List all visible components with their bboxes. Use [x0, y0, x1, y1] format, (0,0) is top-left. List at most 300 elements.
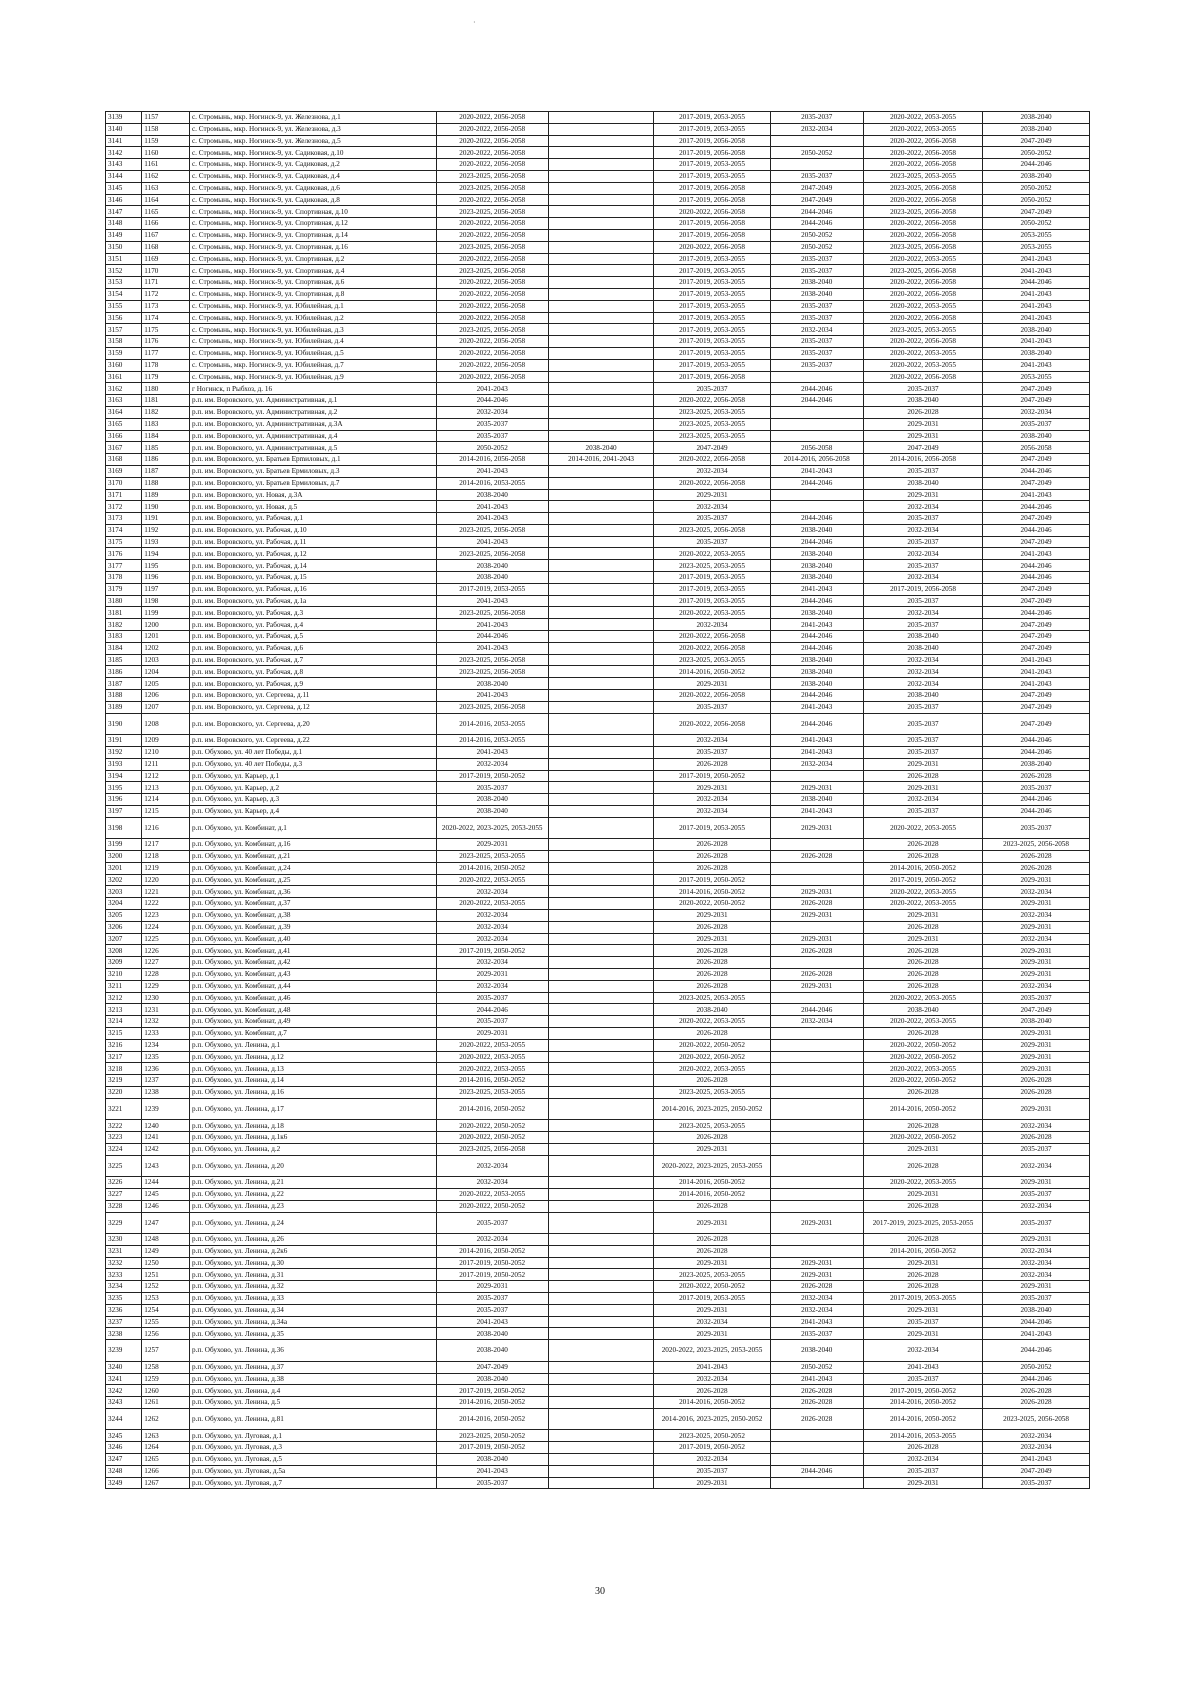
period-cell-2: [548, 170, 654, 182]
object-number: 1249: [142, 1245, 190, 1257]
period-cell-5: 2020-2022, 2053-2055: [863, 112, 982, 124]
period-cell-4: 2038-2040: [770, 654, 863, 666]
row-number: 3142: [106, 147, 142, 159]
object-number: 1256: [142, 1328, 190, 1340]
period-cell-4: [770, 1027, 863, 1039]
period-cell-6: 2050-2052: [983, 218, 1090, 230]
period-cell-2: [548, 112, 654, 124]
address-cell: р.п. Обухово, ул. Комбинат, д.16: [189, 839, 436, 851]
table-row: [106, 371, 1090, 383]
table-row: [106, 1430, 1090, 1442]
object-number: 1185: [142, 442, 190, 454]
address-cell: р.п. Обухово, ул. Ленина, д.34а: [189, 1316, 436, 1328]
period-cell-1: 2032-2034: [436, 957, 548, 969]
row-number: 3143: [106, 159, 142, 171]
period-cell-4: 2038-2040: [770, 666, 863, 678]
row-number: 3197: [106, 805, 142, 817]
table-row: [106, 253, 1090, 265]
period-cell-2: [548, 206, 654, 218]
period-cell-5: 2026-2028: [863, 1442, 982, 1454]
period-cell-5: 2026-2028: [863, 1200, 982, 1212]
period-cell-3: 2035-2037: [654, 536, 770, 548]
period-cell-3: 2017-2019, 2053-2055: [654, 253, 770, 265]
period-cell-6: 2041-2043: [983, 666, 1090, 678]
object-number: 1188: [142, 477, 190, 489]
period-cell-3: 2032-2034: [654, 465, 770, 477]
period-cell-2: [548, 1143, 654, 1155]
period-cell-1: 2035-2037: [436, 1477, 548, 1489]
period-cell-4: 2044-2046: [770, 595, 863, 607]
row-number: 3164: [106, 406, 142, 418]
period-cell-5: 2029-2031: [863, 758, 982, 770]
row-number: 3222: [106, 1120, 142, 1132]
period-cell-1: 2038-2040: [436, 678, 548, 690]
period-cell-4: 2029-2031: [770, 1212, 863, 1234]
period-cell-2: [548, 874, 654, 886]
address-cell: с. Стромынь, мкр. Ногинск-9, ул. Садиковая, д.10: [189, 147, 436, 159]
address-cell: р.п. Обухово, ул. Комбинат, д.43: [189, 968, 436, 980]
period-cell-1: 2017-2019, 2050-2052: [436, 1269, 548, 1281]
period-cell-2: [548, 383, 654, 395]
period-cell-6: 2032-2034: [983, 1245, 1090, 1257]
address-cell: р.п. Обухово, ул. Ленина, д.16: [189, 1086, 436, 1098]
period-cell-1: 2017-2019, 2050-2052: [436, 1385, 548, 1397]
period-cell-3: 2017-2019, 2050-2052: [654, 874, 770, 886]
table-row: [106, 1293, 1090, 1305]
table-row: [106, 607, 1090, 619]
object-number: 1158: [142, 123, 190, 135]
period-cell-5: 2020-2022, 2050-2052: [863, 1039, 982, 1051]
row-number: 3151: [106, 253, 142, 265]
row-number: 3229: [106, 1212, 142, 1234]
scan-speck: ·: [473, 18, 476, 27]
period-cell-2: [548, 817, 654, 839]
address-cell: р.п. им. Воровского, ул. Рабочая, д.15: [189, 572, 436, 584]
address-cell: с. Стромынь, мкр. Ногинск-9, ул. Спортивная, д.16: [189, 241, 436, 253]
period-cell-5: 2041-2043: [863, 1361, 982, 1373]
period-cell-4: 2026-2028: [770, 968, 863, 980]
period-cell-5: 2023-2025, 2053-2055: [863, 324, 982, 336]
table-row: [106, 406, 1090, 418]
period-cell-5: 2029-2031: [863, 430, 982, 442]
period-cell-1: 2023-2025, 2053-2055: [436, 1086, 548, 1098]
address-cell: р.п. Обухово, ул. Комбинат, д.41: [189, 945, 436, 957]
period-cell-2: [548, 851, 654, 863]
table-row: [106, 1361, 1090, 1373]
period-cell-1: 2014-2016, 2053-2055: [436, 477, 548, 489]
table-row: [106, 631, 1090, 643]
row-number: 3236: [106, 1304, 142, 1316]
period-cell-2: [548, 135, 654, 147]
period-cell-5: 2029-2031: [863, 1257, 982, 1269]
period-cell-1: 2020-2022, 2056-2058: [436, 147, 548, 159]
period-cell-1: 2014-2016, 2050-2052: [436, 1098, 548, 1120]
object-number: 1260: [142, 1385, 190, 1397]
period-cell-6: 2035-2037: [983, 817, 1090, 839]
address-cell: р.п. Обухово, ул. Ленина, д.5: [189, 1397, 436, 1409]
period-cell-6: 2044-2046: [983, 465, 1090, 477]
address-cell: р.п. Обухово, ул. Ленина, д.4: [189, 1385, 436, 1397]
period-cell-1: 2041-2043: [436, 383, 548, 395]
object-number: 1218: [142, 851, 190, 863]
period-cell-2: [548, 1027, 654, 1039]
table-row: [106, 619, 1090, 631]
period-cell-3: 2020-2022, 2023-2025, 2053-2055: [654, 1155, 770, 1177]
period-cell-2: [548, 1361, 654, 1373]
table-row: [106, 1132, 1090, 1144]
row-number: 3189: [106, 701, 142, 713]
period-cell-1: 2023-2025, 2056-2058: [436, 607, 548, 619]
address-cell: р.п. им. Воровского, ул. Сергеева, д.22: [189, 735, 436, 747]
row-number: 3192: [106, 746, 142, 758]
period-cell-3: 2020-2022, 2050-2052: [654, 1039, 770, 1051]
period-cell-4: 2026-2028: [770, 898, 863, 910]
period-cell-1: 2020-2022, 2050-2052: [436, 1132, 548, 1144]
table-row: [106, 513, 1090, 525]
table-row: [106, 1027, 1090, 1039]
address-cell: р.п. им. Воровского, ул. Административная, д.2: [189, 406, 436, 418]
period-cell-2: [548, 1234, 654, 1246]
period-cell-6: 2047-2049: [983, 206, 1090, 218]
period-cell-3: 2035-2037: [654, 701, 770, 713]
period-cell-4: [770, 501, 863, 513]
table-row: [106, 690, 1090, 702]
period-cell-3: 2014-2016, 2023-2025, 2050-2052: [654, 1098, 770, 1120]
table-row: [106, 770, 1090, 782]
period-cell-1: 2020-2022, 2056-2058: [436, 288, 548, 300]
period-cell-2: [548, 642, 654, 654]
address-cell: с. Стромынь, мкр. Ногинск-9, ул. Спортивная, д.8: [189, 288, 436, 300]
object-number: 1215: [142, 805, 190, 817]
table-row: [106, 746, 1090, 758]
address-cell: с. Стромынь, мкр. Ногинск-9, ул. Железнова, д.3: [189, 123, 436, 135]
period-cell-2: [548, 886, 654, 898]
period-cell-1: 2020-2022, 2053-2055: [436, 874, 548, 886]
period-cell-4: 2035-2037: [770, 347, 863, 359]
period-cell-1: 2023-2025, 2050-2052: [436, 1430, 548, 1442]
period-cell-4: [770, 1086, 863, 1098]
period-cell-5: 2026-2028: [863, 945, 982, 957]
row-number: 3184: [106, 642, 142, 654]
table-row: [106, 1075, 1090, 1087]
object-number: 1229: [142, 980, 190, 992]
period-cell-6: 2035-2037: [983, 418, 1090, 430]
period-cell-6: 2029-2031: [983, 1177, 1090, 1189]
period-cell-6: 2044-2046: [983, 277, 1090, 289]
object-number: 1231: [142, 1004, 190, 1016]
period-cell-6: 2041-2043: [983, 265, 1090, 277]
table-row: [106, 992, 1090, 1004]
row-number: 3147: [106, 206, 142, 218]
period-cell-1: 2038-2040: [436, 572, 548, 584]
period-cell-4: [770, 1039, 863, 1051]
table-row: [106, 1245, 1090, 1257]
object-number: 1203: [142, 654, 190, 666]
period-cell-4: 2044-2046: [770, 536, 863, 548]
period-cell-3: 2023-2025, 2053-2055: [654, 654, 770, 666]
address-cell: р.п. Обухово, ул. Ленина, д.12: [189, 1051, 436, 1063]
period-cell-6: 2026-2028: [983, 851, 1090, 863]
period-cell-3: 2020-2022, 2053-2055: [654, 548, 770, 560]
period-cell-2: [548, 406, 654, 418]
row-number: 3144: [106, 170, 142, 182]
period-cell-6: 2029-2031: [983, 945, 1090, 957]
period-cell-5: 2032-2034: [863, 572, 982, 584]
object-number: 1261: [142, 1397, 190, 1409]
period-cell-5: 2014-2016, 2053-2055: [863, 1430, 982, 1442]
address-cell: р.п. им. Воровского, ул. Братьев Ерmиловых, д.1: [189, 454, 436, 466]
period-cell-3: 2026-2028: [654, 758, 770, 770]
table-row: [106, 548, 1090, 560]
row-number: 3174: [106, 524, 142, 536]
period-cell-5: 2020-2022, 2056-2058: [863, 312, 982, 324]
period-cell-6: 2047-2049: [983, 454, 1090, 466]
period-cell-6: 2041-2043: [983, 312, 1090, 324]
table-row: [106, 839, 1090, 851]
address-cell: р.п. Обухово, ул. 40 лет Победы, д.1: [189, 746, 436, 758]
period-cell-2: [548, 1120, 654, 1132]
period-cell-4: [770, 957, 863, 969]
period-cell-1: 2032-2034: [436, 406, 548, 418]
period-cell-6: 2047-2049: [983, 631, 1090, 643]
table-row: [106, 112, 1090, 124]
period-cell-5: 2014-2016, 2050-2052: [863, 1408, 982, 1430]
row-number: 3182: [106, 619, 142, 631]
period-cell-5: 2035-2037: [863, 560, 982, 572]
period-cell-3: 2017-2019, 2053-2055: [654, 1293, 770, 1305]
row-number: 3195: [106, 782, 142, 794]
period-cell-3: 2014-2016, 2023-2025, 2050-2052: [654, 1408, 770, 1430]
period-cell-3: 2026-2028: [654, 968, 770, 980]
table-row: [106, 1340, 1090, 1362]
period-cell-3: 2023-2025, 2053-2055: [654, 430, 770, 442]
address-cell: р.п. Обухово, ул. Ленина, д.2: [189, 1143, 436, 1155]
period-cell-6: 2032-2034: [983, 406, 1090, 418]
period-cell-2: [548, 265, 654, 277]
row-number: 3146: [106, 194, 142, 206]
row-number: 3154: [106, 288, 142, 300]
period-cell-6: 2053-2055: [983, 371, 1090, 383]
table-row: [106, 1212, 1090, 1234]
period-cell-1: 2020-2022, 2053-2055: [436, 1039, 548, 1051]
period-cell-5: 2029-2031: [863, 782, 982, 794]
period-cell-3: 2038-2040: [654, 1004, 770, 1016]
period-cell-3: 2026-2028: [654, 1027, 770, 1039]
object-number: 1168: [142, 241, 190, 253]
period-cell-1: 2017-2019, 2050-2052: [436, 1442, 548, 1454]
period-cell-5: 2035-2037: [863, 536, 982, 548]
period-cell-1: 2014-2016, 2053-2055: [436, 713, 548, 735]
row-number: 3196: [106, 794, 142, 806]
row-number: 3170: [106, 477, 142, 489]
table-row: [106, 1465, 1090, 1477]
period-cell-4: [770, 1063, 863, 1075]
address-cell: р.п. им. Воровского, ул. Административная, д.3А: [189, 418, 436, 430]
period-cell-6: 2044-2046: [983, 794, 1090, 806]
row-number: 3163: [106, 395, 142, 407]
period-cell-4: 2032-2034: [770, 123, 863, 135]
object-number: 1238: [142, 1086, 190, 1098]
period-cell-5: 2029-2031: [863, 489, 982, 501]
row-number: 3183: [106, 631, 142, 643]
period-cell-2: [548, 1328, 654, 1340]
address-cell: р.п. Обухово, ул. Луговая, д.1: [189, 1430, 436, 1442]
object-number: 1189: [142, 489, 190, 501]
table-row: [106, 1373, 1090, 1385]
period-cell-5: 2035-2037: [863, 465, 982, 477]
period-cell-3: 2017-2019, 2056-2058: [654, 371, 770, 383]
object-number: 1167: [142, 229, 190, 241]
row-number: 3227: [106, 1188, 142, 1200]
address-cell: р.п. им. Воровского, ул. Сергеева, д.20: [189, 713, 436, 735]
period-cell-2: [548, 182, 654, 194]
period-cell-6: 2041-2043: [983, 1328, 1090, 1340]
period-cell-4: 2056-2058: [770, 442, 863, 454]
period-cell-3: 2017-2019, 2053-2055: [654, 312, 770, 324]
period-cell-1: 2038-2040: [436, 560, 548, 572]
period-cell-1: 2044-2046: [436, 631, 548, 643]
period-cell-2: [548, 253, 654, 265]
object-number: 1206: [142, 690, 190, 702]
object-number: 1221: [142, 886, 190, 898]
period-cell-5: 2035-2037: [863, 746, 982, 758]
object-number: 1210: [142, 746, 190, 758]
object-number: 1216: [142, 817, 190, 839]
period-cell-4: 2044-2046: [770, 477, 863, 489]
period-cell-5: 2038-2040: [863, 477, 982, 489]
period-cell-2: [548, 159, 654, 171]
table-row: [106, 1328, 1090, 1340]
table-row: [106, 477, 1090, 489]
period-cell-6: 2035-2037: [983, 1188, 1090, 1200]
row-number: 3145: [106, 182, 142, 194]
period-cell-4: 2035-2037: [770, 359, 863, 371]
address-cell: р.п. Обухово, ул. Ленина, д.32: [189, 1281, 436, 1293]
period-cell-4: 2014-2016, 2056-2058: [770, 454, 863, 466]
object-number: 1190: [142, 501, 190, 513]
row-number: 3156: [106, 312, 142, 324]
period-cell-3: 2026-2028: [654, 1132, 770, 1144]
period-cell-1: 2020-2022, 2056-2058: [436, 112, 548, 124]
period-cell-2: [548, 1245, 654, 1257]
period-cell-2: [548, 921, 654, 933]
period-cell-5: 2023-2025, 2056-2058: [863, 241, 982, 253]
address-cell: р.п. Обухово, ул. Карьер, д.4: [189, 805, 436, 817]
row-number: 3161: [106, 371, 142, 383]
period-cell-4: 2044-2046: [770, 218, 863, 230]
row-number: 3240: [106, 1361, 142, 1373]
object-number: 1207: [142, 701, 190, 713]
period-cell-4: [770, 1051, 863, 1063]
period-cell-1: 2020-2022, 2056-2058: [436, 359, 548, 371]
object-number: 1184: [142, 430, 190, 442]
period-cell-4: 2029-2031: [770, 910, 863, 922]
row-number: 3165: [106, 418, 142, 430]
period-cell-6: 2053-2055: [983, 229, 1090, 241]
period-cell-2: [548, 347, 654, 359]
object-number: 1178: [142, 359, 190, 371]
period-cell-4: 2032-2034: [770, 758, 863, 770]
address-cell: р.п. им. Воровского, ул. Рабочая, д.8: [189, 666, 436, 678]
period-cell-3: 2029-2031: [654, 1304, 770, 1316]
period-cell-1: 2041-2043: [436, 1465, 548, 1477]
row-number: 3219: [106, 1075, 142, 1087]
object-number: 1233: [142, 1027, 190, 1039]
table-row: [106, 383, 1090, 395]
table-row: [106, 147, 1090, 159]
row-number: 3221: [106, 1098, 142, 1120]
object-number: 1266: [142, 1465, 190, 1477]
period-cell-6: 2053-2055: [983, 241, 1090, 253]
address-cell: р.п. Обухово, ул. Ленина, д.33: [189, 1293, 436, 1305]
row-number: 3238: [106, 1328, 142, 1340]
period-cell-1: 2038-2040: [436, 1453, 548, 1465]
address-cell: с. Стромынь, мкр. Ногинск-9, ул. Железнова, д.5: [189, 135, 436, 147]
period-cell-6: 2041-2043: [983, 359, 1090, 371]
period-cell-3: 2020-2022, 2050-2052: [654, 898, 770, 910]
period-cell-5: 2026-2028: [863, 1281, 982, 1293]
period-cell-5: 2026-2028: [863, 957, 982, 969]
address-cell: р.п. им. Воровского, ул. Сергеева, д.11: [189, 690, 436, 702]
table-row: [106, 1257, 1090, 1269]
period-cell-1: 2035-2037: [436, 782, 548, 794]
period-cell-5: 2020-2022, 2053-2055: [863, 992, 982, 1004]
period-cell-4: 2038-2040: [770, 560, 863, 572]
period-cell-4: [770, 874, 863, 886]
period-cell-3: 2023-2025, 2053-2055: [654, 406, 770, 418]
period-cell-1: 2020-2022, 2053-2055: [436, 1051, 548, 1063]
object-number: 1267: [142, 1477, 190, 1489]
period-cell-3: 2041-2043: [654, 1361, 770, 1373]
object-number: 1208: [142, 713, 190, 735]
period-cell-5: 2020-2022, 2053-2055: [863, 817, 982, 839]
address-cell: г Ногинск, п Рыбхоз, д. 16: [189, 383, 436, 395]
period-cell-1: 2032-2034: [436, 886, 548, 898]
period-cell-4: 2050-2052: [770, 241, 863, 253]
period-cell-1: 2041-2043: [436, 746, 548, 758]
period-cell-1: 2023-2025, 2056-2058: [436, 265, 548, 277]
period-cell-3: 2023-2025, 2056-2058: [654, 524, 770, 536]
period-cell-1: 2032-2034: [436, 933, 548, 945]
object-number: 1253: [142, 1293, 190, 1305]
row-number: 3224: [106, 1143, 142, 1155]
period-cell-5: 2029-2031: [863, 1188, 982, 1200]
period-cell-4: 2044-2046: [770, 383, 863, 395]
period-cell-6: 2038-2040: [983, 430, 1090, 442]
period-cell-5: 2026-2028: [863, 770, 982, 782]
period-cell-1: 2035-2037: [436, 1304, 548, 1316]
period-cell-5: 2035-2037: [863, 595, 982, 607]
period-cell-6: 2047-2049: [983, 701, 1090, 713]
period-cell-2: [548, 1075, 654, 1087]
period-cell-2: [548, 560, 654, 572]
address-cell: с. Стромынь, мкр. Ногинск-9, ул. Садиковая, д.8: [189, 194, 436, 206]
table-row: [106, 1234, 1090, 1246]
period-cell-5: 2029-2031: [863, 910, 982, 922]
object-number: 1214: [142, 794, 190, 806]
address-cell: р.п. Обухово, ул. Комбинат, д.42: [189, 957, 436, 969]
period-cell-2: [548, 312, 654, 324]
row-number: 3188: [106, 690, 142, 702]
object-number: 1263: [142, 1430, 190, 1442]
period-cell-6: 2044-2046: [983, 805, 1090, 817]
period-cell-2: [548, 536, 654, 548]
period-cell-6: 2041-2043: [983, 288, 1090, 300]
period-cell-3: 2020-2022, 2056-2058: [654, 690, 770, 702]
period-cell-3: 2017-2019, 2056-2058: [654, 147, 770, 159]
period-cell-6: 2044-2046: [983, 572, 1090, 584]
period-cell-3: 2023-2025, 2053-2055: [654, 418, 770, 430]
